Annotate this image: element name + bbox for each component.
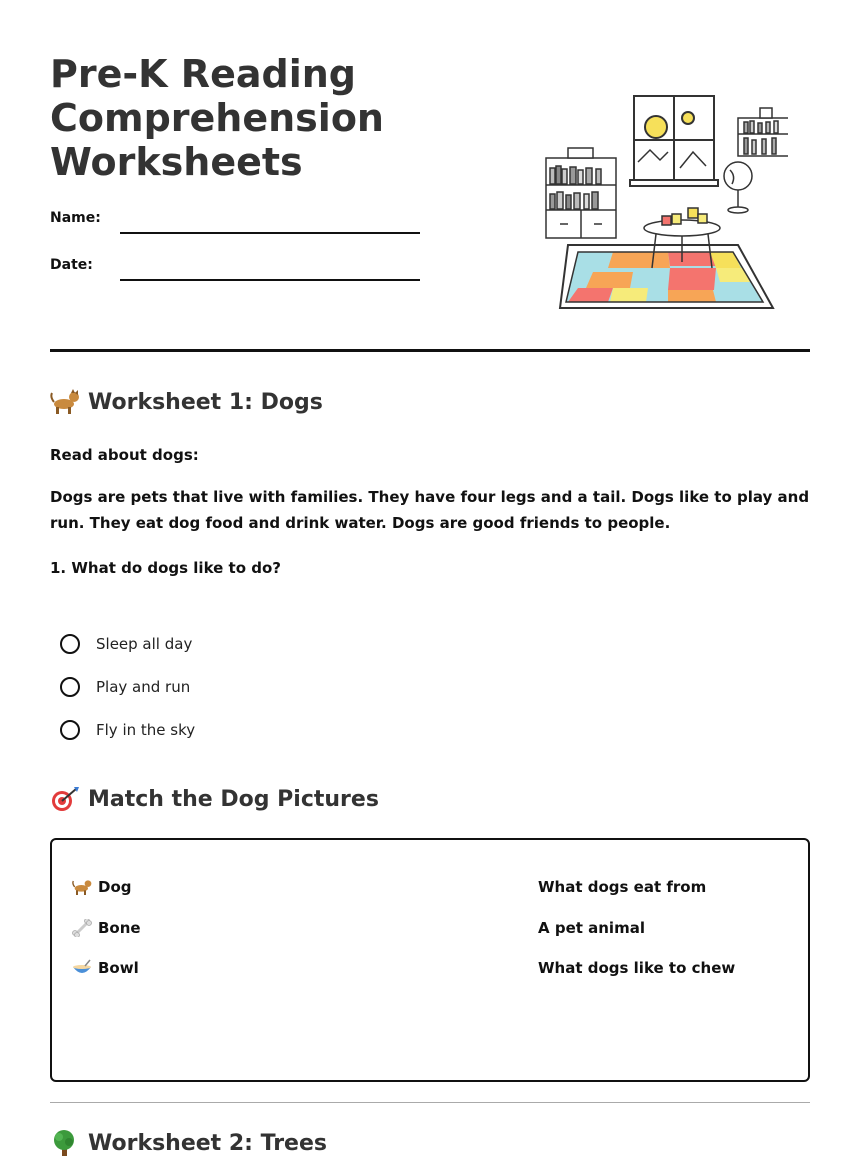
match-target[interactable]: A pet animal [538, 918, 645, 937]
page-title: Pre-K Reading Comprehension Worksheets [50, 52, 384, 184]
globe [724, 162, 752, 213]
bookshelf [546, 148, 616, 238]
match-item-dog[interactable] [72, 878, 141, 919]
header-divider [50, 349, 810, 352]
worksheet1-heading [50, 389, 323, 415]
match-right-column [538, 878, 735, 1000]
radio-button[interactable] [60, 634, 80, 654]
date-line[interactable] [120, 279, 420, 281]
match-item-bowl[interactable] [72, 959, 141, 1000]
answer-option[interactable] [60, 708, 195, 751]
section-divider [50, 1102, 810, 1103]
match-target[interactable]: What dogs like to chew [538, 959, 736, 977]
match-item-label: Bone [98, 918, 141, 937]
worksheet1-passage: Dogs are pets that live with families. They have four legs and a tail. Dogs like to play and run. They eat dog food and drink water. Dogs are good friends to people. [50, 488, 810, 532]
bone-icon [72, 919, 92, 937]
rug [560, 245, 773, 308]
worksheet1-intro: Read about dogs: [50, 446, 199, 464]
worksheet2-title: Worksheet 2: Trees [88, 1130, 327, 1156]
name-label: Name: [50, 210, 101, 226]
worksheet1-title: Worksheet 1: Dogs [88, 389, 323, 415]
name-line[interactable] [120, 232, 420, 234]
option-label: Play and run [96, 677, 191, 696]
radio-button[interactable] [60, 720, 80, 740]
answer-option[interactable] [60, 665, 195, 708]
match-heading [50, 786, 379, 812]
window [630, 96, 718, 186]
target-icon [50, 786, 80, 812]
wall-shelf [738, 108, 788, 156]
date-label: Date: [50, 257, 93, 273]
dog-icon [72, 878, 92, 896]
match-box [50, 838, 810, 1082]
option-label: Fly in the sky [96, 720, 196, 739]
bowl-icon [72, 959, 92, 977]
match-title: Match the Dog Pictures [88, 786, 379, 812]
tree-icon [50, 1130, 80, 1156]
worksheet2-heading [50, 1130, 327, 1156]
match-left-column [72, 878, 141, 1000]
dog-icon [50, 389, 80, 415]
worksheet1-question: 1. What do dogs like to do? [50, 559, 281, 577]
radio-button[interactable] [60, 677, 80, 697]
answer-options [60, 622, 195, 751]
classroom-illustration [538, 90, 788, 315]
option-label: Sleep all day [96, 634, 193, 653]
answer-option[interactable] [60, 622, 195, 665]
match-item-bone[interactable] [72, 919, 141, 960]
match-item-label: Dog [98, 878, 132, 896]
match-item-label: Bowl [98, 959, 139, 977]
match-target[interactable]: What dogs eat from [538, 878, 707, 896]
